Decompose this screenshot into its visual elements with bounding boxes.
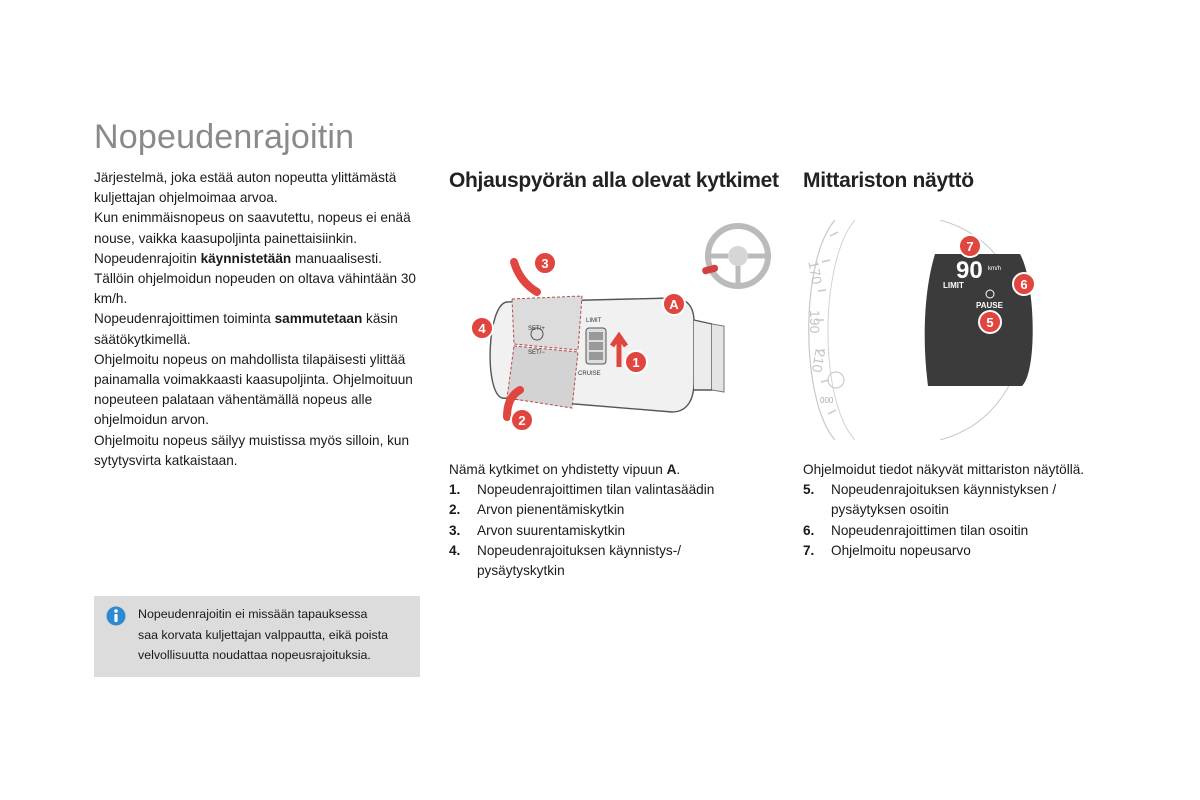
switches-lead: Nämä kytkimet on yhdistetty vipuun A. bbox=[449, 462, 681, 477]
callout-2 bbox=[511, 409, 533, 431]
list-item: 6. Nopeudenrajoittimen tilan osoitin bbox=[803, 522, 1029, 538]
display-heading: Mittariston näyttö bbox=[803, 169, 974, 192]
switches-heading: Ohjauspyörän alla olevat kytkimet bbox=[449, 169, 779, 192]
label-set-minus: SET/− bbox=[528, 350, 545, 356]
svg-text:3: 3 bbox=[541, 256, 549, 271]
callout-3 bbox=[534, 252, 556, 274]
display-lead: Ohjelmoidut tiedot näkyvät mittariston näytöllä. bbox=[803, 462, 1085, 477]
intro-paragraph-3: Nopeudenrajoitin käynnistetään manuaalisesti. Tällöin ohjelmoidun nopeuden on oltava vähintään 30 km/h. bbox=[94, 250, 416, 307]
list-item: 1. Nopeudenrajoittimen tilan valintasäädin bbox=[449, 482, 715, 498]
display-list bbox=[803, 480, 1133, 561]
note-line-3: velvollisuutta noudattaa nopeusrajoituksia. bbox=[138, 648, 371, 662]
intro-paragraph-6: Ohjelmoitu nopeus säilyy muistissa myös silloin, kun sytytysvirta katkaistaan. bbox=[94, 432, 410, 468]
svg-text:5: 5 bbox=[986, 315, 994, 330]
svg-text:7: 7 bbox=[966, 239, 974, 254]
odometer: 000 bbox=[820, 396, 834, 405]
info-icon bbox=[106, 606, 126, 626]
callout-A bbox=[663, 293, 685, 315]
list-item: 3. Arvon suurentamiskytkin bbox=[449, 522, 626, 538]
intro-text bbox=[94, 168, 424, 471]
svg-text:190: 190 bbox=[807, 310, 823, 334]
intro-paragraph-4: Nopeudenrajoittimen toiminta sammutetaan käsin säätökytkimellä. bbox=[94, 311, 398, 347]
list-item: 5. Nopeudenrajoituksen käynnistyksen / pysäytyksen osoitin bbox=[803, 482, 1057, 518]
svg-text:1: 1 bbox=[632, 355, 640, 370]
steering-wheel-icon bbox=[701, 226, 768, 286]
display-list-block bbox=[803, 460, 1133, 561]
note-line-1: Nopeudenrajoitin ei missään tapauksessa bbox=[138, 607, 368, 621]
list-item: 7. Ohjelmoitu nopeusarvo bbox=[803, 542, 971, 558]
svg-text:A: A bbox=[669, 297, 679, 312]
speed-value: 90 bbox=[956, 257, 983, 284]
callout-7 bbox=[959, 235, 981, 257]
list-item: 2. Arvon pienentämiskytkin bbox=[449, 502, 625, 518]
list-item: 4. Nopeudenrajoituksen käynnistys-/ pysäytyskytkin bbox=[449, 542, 682, 579]
switches-list bbox=[449, 480, 779, 581]
svg-text:6: 6 bbox=[1020, 277, 1028, 292]
limit-label: LIMIT bbox=[943, 281, 964, 290]
intro-paragraph-5: Ohjelmoitu nopeus on mahdollista tilapäisesti ylittää painamalla voimakkaasti kaasupoljinta. Ohjelmoituun nopeuteen palataan vähentämällä nopeus alle ohjelmoidun arvon. bbox=[94, 351, 413, 428]
callout-5 bbox=[979, 311, 1001, 333]
svg-text:210: 210 bbox=[808, 347, 829, 374]
callout-6 bbox=[1013, 273, 1035, 295]
callout-1 bbox=[625, 351, 647, 373]
label-cruise: CRUISE bbox=[578, 371, 601, 377]
switches-list-block bbox=[449, 460, 779, 581]
label-limit: LIMIT bbox=[586, 318, 602, 324]
callout-4 bbox=[471, 317, 493, 339]
pause-label: PAUSE bbox=[976, 301, 1003, 310]
svg-text:4: 4 bbox=[478, 321, 486, 336]
intro-paragraph-1: Järjestelmä, joka estää auton nopeutta ylittämästä kuljettajan ohjelmoimaa arvoa. bbox=[94, 170, 397, 206]
page-title: Nopeudenrajoitin bbox=[94, 118, 355, 156]
lever-illustration bbox=[462, 222, 782, 437]
speed-unit: km/h bbox=[988, 266, 1002, 272]
svg-text:170: 170 bbox=[805, 259, 826, 286]
intro-paragraph-2: Kun enimmäisnopeus on saavutettu, nopeus ei enää nouse, vaikka kaasupoljinta painettaisiinkin. bbox=[94, 210, 411, 246]
info-note bbox=[94, 596, 420, 677]
svg-text:2: 2 bbox=[518, 413, 526, 428]
cluster-illustration bbox=[800, 220, 1045, 440]
note-line-2: saa korvata kuljettajan valppautta, eikä poista bbox=[138, 627, 389, 642]
lever-body bbox=[490, 296, 724, 412]
label-set-plus: SET/+ bbox=[528, 326, 545, 332]
